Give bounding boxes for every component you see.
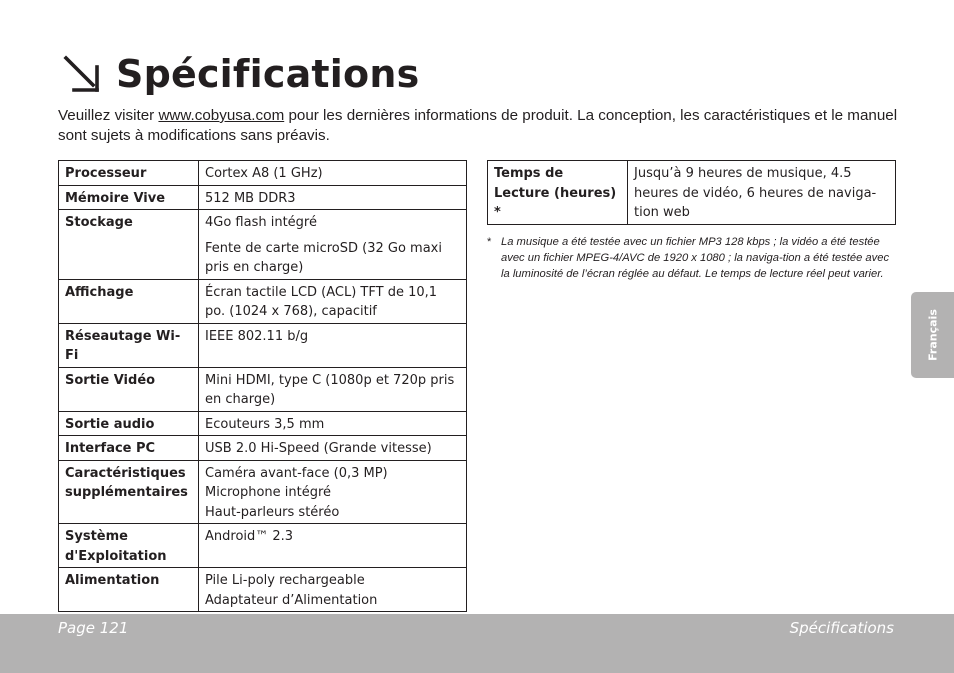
spec-value-line: 512 MB DDR3 bbox=[205, 190, 296, 206]
spec-value bbox=[199, 524, 467, 568]
spec-value-line: Pile Li-poly rechargeable bbox=[205, 573, 365, 588]
spec-label: Temps de Lecture (heures) * bbox=[488, 161, 628, 225]
spec-label: Alimentation bbox=[59, 568, 199, 612]
intro-before-link: Veuillez visiter bbox=[58, 107, 159, 124]
spec-value bbox=[199, 210, 467, 280]
intro-after-link: pour les dernières informations de produit. La conception, les caractéristiques et le manuel sont sujets à modifications sans préavis. bbox=[58, 107, 898, 144]
spec-value-line: Ecouteurs 3,5 mm bbox=[205, 416, 325, 432]
spec-row bbox=[59, 436, 467, 461]
spec-row bbox=[59, 367, 467, 411]
page-footer bbox=[0, 614, 954, 673]
playback-time-table bbox=[487, 160, 896, 225]
spec-value bbox=[199, 460, 467, 524]
spec-value bbox=[199, 185, 467, 210]
spec-row bbox=[59, 568, 467, 612]
spec-value-line: USB 2.0 Hi-Speed (Grande vitesse) bbox=[205, 441, 432, 456]
spec-row bbox=[488, 161, 896, 225]
cobyusa-link[interactable]: www.cobyusa.com bbox=[158, 107, 285, 124]
language-tab[interactable] bbox=[911, 292, 954, 378]
title-row bbox=[58, 50, 419, 98]
spec-value-line: Microphone intégré bbox=[205, 485, 332, 500]
spec-label: Caractéristiques supplémentaires bbox=[59, 460, 199, 524]
spec-label: Sortie audio bbox=[59, 411, 199, 436]
spec-value-line: Écran tactile LCD (ACL) TFT de 10,1 po. (1024 x 768), capacitif bbox=[205, 284, 438, 319]
spec-row bbox=[59, 460, 467, 524]
spec-value-line: 4Go flash intégré bbox=[205, 215, 317, 230]
spec-value-line: Jusqu’à 9 heures de musique, 4.5 heures de vidéo, 6 heures de naviga-tion web bbox=[634, 166, 877, 220]
spec-row bbox=[59, 210, 467, 280]
page-title: Spécifications bbox=[116, 52, 420, 96]
spec-label: Stockage bbox=[59, 210, 199, 280]
spec-label: Mémoire Vive bbox=[59, 185, 199, 210]
footnote-marker: * bbox=[487, 236, 492, 248]
footnote-text: La musique a été testée avec un fichier MP3 128 kbps ; la vidéo a été testée avec un fichier MPEG-4/AVC de 1920 x 1080 ; la naviga-tion a été testée avec la luminosité de l’écran réglée au défaut. Le temps de lecture réel peut varier. bbox=[501, 236, 890, 280]
spec-value bbox=[628, 161, 896, 225]
spec-row bbox=[59, 411, 467, 436]
diagonal-arrow-icon bbox=[58, 52, 102, 96]
footer-section-title: Spécifications bbox=[789, 619, 894, 637]
spec-value-line: Fente de carte microSD (32 Go maxi pris en charge) bbox=[205, 240, 442, 275]
footnote bbox=[487, 234, 892, 282]
spec-value bbox=[199, 367, 467, 411]
spec-row bbox=[59, 185, 467, 210]
spec-row bbox=[59, 161, 467, 186]
spec-label: Interface PC bbox=[59, 436, 199, 461]
spec-label: Réseautage Wi-Fi bbox=[59, 323, 199, 367]
spec-label: Processeur bbox=[59, 161, 199, 186]
spec-value bbox=[199, 279, 467, 323]
spec-value bbox=[199, 323, 467, 367]
spec-value-line: Adaptateur d’Alimentation bbox=[205, 592, 378, 608]
spec-value-line: Haut-parleurs stéréo bbox=[205, 504, 340, 520]
spec-value-line: Cortex A8 (1 GHz) bbox=[205, 166, 323, 181]
spec-value-line: Caméra avant-face (0,3 MP) bbox=[205, 465, 388, 481]
spec-row bbox=[59, 323, 467, 367]
spec-row bbox=[59, 524, 467, 568]
specs-table bbox=[58, 160, 467, 612]
spec-label: Sortie Vidéo bbox=[59, 367, 199, 411]
spec-value bbox=[199, 161, 467, 186]
spec-value-line: Mini HDMI, type C (1080p et 720p pris en charge) bbox=[205, 372, 455, 407]
spec-value-line: Android™ 2.3 bbox=[205, 529, 294, 544]
spec-value bbox=[199, 436, 467, 461]
page-number: Page 121 bbox=[58, 619, 129, 637]
intro-text bbox=[58, 106, 908, 146]
spec-value-line: IEEE 802.11 b/g bbox=[205, 328, 309, 344]
spec-label: Système d'Exploitation bbox=[59, 524, 199, 568]
language-tab-label: Français bbox=[926, 309, 939, 361]
spec-value bbox=[199, 568, 467, 612]
spec-row bbox=[59, 279, 467, 323]
spec-value bbox=[199, 411, 467, 436]
spec-label: Affichage bbox=[59, 279, 199, 323]
